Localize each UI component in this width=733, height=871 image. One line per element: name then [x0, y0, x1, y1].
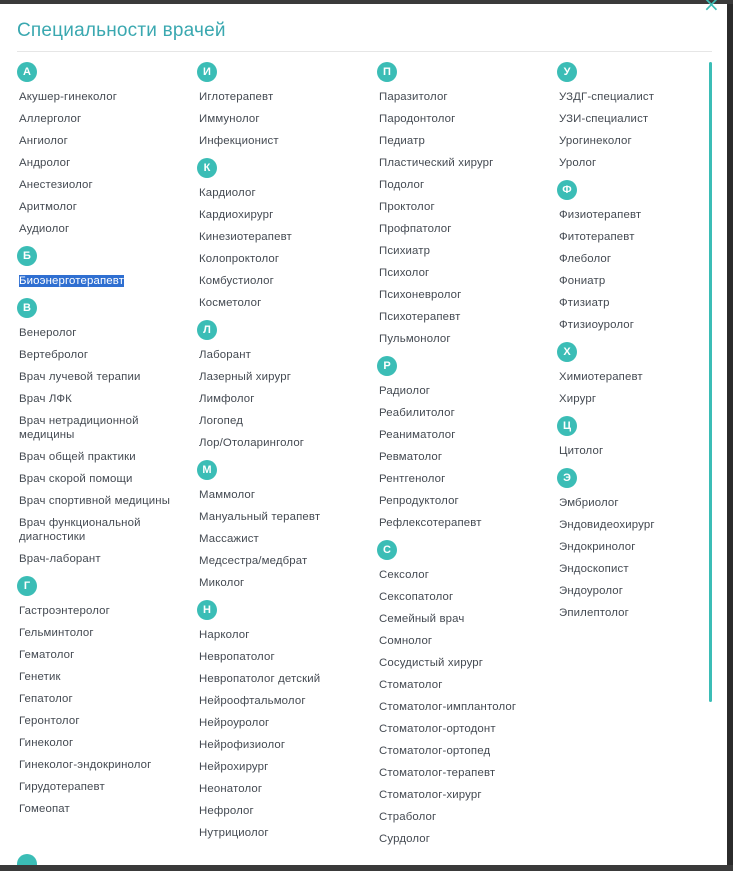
- backdrop-bottom: [0, 865, 733, 871]
- specialty-link[interactable]: [557, 270, 727, 292]
- letter-badge[interactable]: Х: [557, 342, 577, 362]
- letter-group: [197, 460, 367, 594]
- letter-badge[interactable]: А: [17, 62, 37, 82]
- specialty-link[interactable]: [377, 564, 547, 586]
- specialty-link[interactable]: [377, 446, 547, 468]
- specialty-link[interactable]: [557, 580, 727, 602]
- specialty-link[interactable]: [197, 366, 367, 388]
- specialty-label: Подолог: [379, 179, 425, 191]
- specialty-link[interactable]: [17, 388, 187, 410]
- specialty-link[interactable]: [377, 608, 547, 630]
- specialty-label: Андролог: [19, 157, 71, 169]
- specialty-link[interactable]: [197, 572, 367, 594]
- specialty-label: Психолог: [379, 267, 430, 279]
- specialty-link[interactable]: [377, 740, 547, 762]
- specialty-label: Страболог: [379, 811, 437, 823]
- specialty-label: Врач нетрадиционной медицины: [19, 415, 139, 441]
- specialty-label: Гематолог: [19, 649, 75, 661]
- letter-badge[interactable]: Н: [197, 600, 217, 620]
- specialty-link[interactable]: [557, 226, 727, 248]
- specialty-label: Психотерапевт: [379, 311, 461, 323]
- specialty-link[interactable]: [197, 432, 367, 454]
- specialty-link[interactable]: [377, 196, 547, 218]
- specialty-link[interactable]: [557, 86, 727, 108]
- letter-group: [557, 180, 727, 336]
- specialty-label: Педиатр: [379, 135, 425, 147]
- specialty-label: Врач ЛФК: [19, 393, 72, 405]
- specialty-label: Генетик: [19, 671, 61, 683]
- specialty-label: Неонатолог: [199, 783, 263, 795]
- specialty-label: Нейрофизиолог: [199, 739, 286, 751]
- specialty-link[interactable]: [377, 490, 547, 512]
- specialty-link[interactable]: [17, 754, 187, 776]
- specialty-label: Рентгенолог: [379, 473, 446, 485]
- letter-badge[interactable]: Э: [557, 468, 577, 488]
- letter-group: [557, 342, 727, 410]
- specialty-label: Фониатр: [559, 275, 606, 287]
- specialty-label: Колопроктолог: [199, 253, 280, 265]
- specialty-link[interactable]: [557, 558, 727, 580]
- specialty-link[interactable]: [197, 506, 367, 528]
- specialty-link[interactable]: [557, 314, 727, 336]
- specialty-link[interactable]: [197, 410, 367, 432]
- specialty-label: Врач скорой помощи: [19, 473, 133, 485]
- specialty-label: Сосудистый хирург: [379, 657, 484, 669]
- specialty-link[interactable]: [17, 322, 187, 344]
- specialty-link[interactable]: [377, 806, 547, 828]
- specialty-link[interactable]: [17, 666, 187, 688]
- specialty-label: Эндокринолог: [559, 541, 636, 553]
- column-3: [377, 62, 547, 856]
- modal-title: Специальности врачей: [17, 20, 226, 41]
- specialty-link[interactable]: [197, 292, 367, 314]
- specialty-link[interactable]: [197, 778, 367, 800]
- specialty-link[interactable]: [377, 152, 547, 174]
- specialty-link[interactable]: [377, 240, 547, 262]
- specialty-list: [557, 492, 727, 624]
- specialty-list: [377, 86, 547, 350]
- specialty-label: Пародонтолог: [379, 113, 456, 125]
- specialty-list: [197, 182, 367, 314]
- specialty-link[interactable]: [557, 130, 727, 152]
- specialty-label: Лаборант: [199, 349, 252, 361]
- specialty-list: [197, 344, 367, 454]
- specialty-label: Гинеколог-эндокринолог: [19, 759, 152, 771]
- specialty-link[interactable]: [197, 108, 367, 130]
- specialty-list: [197, 484, 367, 594]
- specialty-link[interactable]: [197, 344, 367, 366]
- specialty-label: Миколог: [199, 577, 245, 589]
- letter-badge[interactable]: Б: [17, 246, 37, 266]
- specialty-link[interactable]: [557, 366, 727, 388]
- specialty-link[interactable]: [377, 512, 547, 534]
- specialty-list: [557, 204, 727, 336]
- specialty-link[interactable]: [197, 528, 367, 550]
- letter-group: [377, 540, 547, 850]
- specialty-link[interactable]: [197, 734, 367, 756]
- specialty-link[interactable]: [557, 248, 727, 270]
- specialty-link[interactable]: [197, 86, 367, 108]
- specialty-link[interactable]: [557, 492, 727, 514]
- specialty-link[interactable]: [557, 514, 727, 536]
- specialty-label: Массажист: [199, 533, 259, 545]
- specialty-link[interactable]: [197, 388, 367, 410]
- specialty-list: [377, 380, 547, 534]
- specialty-link[interactable]: [377, 424, 547, 446]
- specialty-link[interactable]: [197, 668, 367, 690]
- specialty-label: Акушер-гинеколог: [19, 91, 118, 103]
- specialty-link[interactable]: [377, 696, 547, 718]
- specialty-list: [557, 440, 727, 462]
- specialty-link[interactable]: [197, 270, 367, 292]
- letter-group: [17, 298, 187, 570]
- specialty-link[interactable]: [17, 86, 187, 108]
- specialty-label: Ангиолог: [19, 135, 68, 147]
- specialty-label: Реаниматолог: [379, 429, 456, 441]
- specialty-link[interactable]: [197, 624, 367, 646]
- specialty-link[interactable]: [17, 644, 187, 666]
- specialty-label: Стоматолог: [379, 679, 443, 691]
- specialty-link[interactable]: [17, 776, 187, 798]
- specialty-label: Врач лучевой терапии: [19, 371, 141, 383]
- specialty-link[interactable]: [17, 108, 187, 130]
- specialty-link[interactable]: [17, 512, 187, 548]
- specialty-link[interactable]: [377, 86, 547, 108]
- letter-group: [377, 356, 547, 534]
- specialty-label: Лимфолог: [199, 393, 255, 405]
- specialty-list: [17, 86, 187, 240]
- specialty-link[interactable]: [17, 798, 187, 820]
- specialty-list: [197, 624, 367, 844]
- specialty-link[interactable]: [197, 756, 367, 778]
- specialty-label: Мануальный терапевт: [199, 511, 321, 523]
- specialty-label: Эпилептолог: [559, 607, 629, 619]
- specialty-link[interactable]: [197, 712, 367, 734]
- specialty-label: Сомнолог: [379, 635, 433, 647]
- specialty-link[interactable]: [17, 174, 187, 196]
- letter-badge[interactable]: П: [377, 62, 397, 82]
- letter-badge[interactable]: Г: [17, 576, 37, 596]
- specialty-link[interactable]: [377, 284, 547, 306]
- specialty-label: Невропатолог детский: [199, 673, 321, 685]
- specialty-label: Фтизиоуролог: [559, 319, 635, 331]
- specialty-label: Эндоуролог: [559, 585, 624, 597]
- specialty-link[interactable]: [377, 380, 547, 402]
- specialty-list: [557, 366, 727, 410]
- close-icon[interactable]: ×: [703, 0, 720, 16]
- specialty-link[interactable]: [557, 602, 727, 624]
- specialty-link[interactable]: [557, 292, 727, 314]
- specialty-link[interactable]: [377, 130, 547, 152]
- specialty-label: Паразитолог: [379, 91, 448, 103]
- specialty-link[interactable]: [557, 536, 727, 558]
- specialty-list: [17, 600, 187, 820]
- specialty-label: Проктолог: [379, 201, 435, 213]
- specialty-label: Профпатолог: [379, 223, 452, 235]
- specialty-label: Семейный врач: [379, 613, 465, 625]
- specialty-label: Иглотерапевт: [199, 91, 274, 103]
- letter-badge[interactable]: В: [17, 298, 37, 318]
- specialty-link[interactable]: [557, 204, 727, 226]
- specialty-link[interactable]: [197, 248, 367, 270]
- specialty-link[interactable]: [17, 732, 187, 754]
- letter-badge[interactable]: Л: [197, 320, 217, 340]
- specialty-link[interactable]: [557, 152, 727, 174]
- specialty-label: Врач-лаборант: [19, 553, 101, 565]
- specialty-label: Флеболог: [559, 253, 612, 265]
- specialty-label: Уролог: [559, 157, 597, 169]
- specialty-link[interactable]: [377, 784, 547, 806]
- specialty-label: Сексолог: [379, 569, 430, 581]
- specialty-label: Репродуктолог: [379, 495, 459, 507]
- specialty-label: Стоматолог-терапевт: [379, 767, 496, 779]
- specialty-label: Стоматолог-имплантолог: [379, 701, 517, 713]
- specialty-link[interactable]: [17, 218, 187, 240]
- specialty-link[interactable]: [377, 328, 547, 350]
- specialty-label: Нейрохирург: [199, 761, 269, 773]
- specialty-link[interactable]: [557, 440, 727, 462]
- specialty-link[interactable]: [557, 108, 727, 130]
- specialty-label: Урогинеколог: [559, 135, 632, 147]
- specialty-label: Химиотерапевт: [559, 371, 643, 383]
- specialty-label: Врач общей практики: [19, 451, 136, 463]
- specialty-label: Инфекционист: [199, 135, 279, 147]
- letter-group: [557, 416, 727, 462]
- specialty-label: Ревматолог: [379, 451, 443, 463]
- specialty-label: Гирудотерапевт: [19, 781, 105, 793]
- specialty-label: Комбустиолог: [199, 275, 274, 287]
- column-1: [17, 62, 187, 826]
- specialty-link[interactable]: [17, 490, 187, 512]
- specialty-label: Лор/Отоларинголог: [199, 437, 305, 449]
- letter-group: [197, 62, 367, 152]
- specialty-link[interactable]: [17, 446, 187, 468]
- specialty-link[interactable]: [377, 718, 547, 740]
- specialty-label: Фтизиатр: [559, 297, 610, 309]
- specialty-label: Иммунолог: [199, 113, 260, 125]
- specialty-link[interactable]: [17, 344, 187, 366]
- specialty-link[interactable]: [197, 646, 367, 668]
- specialty-list: [197, 86, 367, 152]
- specialty-link[interactable]: [377, 762, 547, 784]
- letter-group: [17, 576, 187, 820]
- specialty-label: Косметолог: [199, 297, 262, 309]
- specialty-label: УЗДГ-специалист: [559, 91, 655, 103]
- specialty-label: Гельминтолог: [19, 627, 94, 639]
- letter-badge[interactable]: У: [557, 62, 577, 82]
- specialty-label: Сексопатолог: [379, 591, 454, 603]
- specialty-link[interactable]: [17, 622, 187, 644]
- specialty-link[interactable]: [557, 388, 727, 410]
- specialty-label: Гастроэнтеролог: [19, 605, 110, 617]
- specialty-link[interactable]: [17, 152, 187, 174]
- specialty-label: Лазерный хирург: [199, 371, 292, 383]
- specialty-link[interactable]: [17, 410, 187, 446]
- specialty-label: Геронтолог: [19, 715, 80, 727]
- specialty-label: Пластический хирург: [379, 157, 494, 169]
- specialty-label: Биоэнерготерапевт: [19, 275, 125, 287]
- specialty-link[interactable]: [17, 270, 187, 292]
- specialty-label: Физиотерапевт: [559, 209, 642, 221]
- letter-badge[interactable]: Ф: [557, 180, 577, 200]
- specialty-label: Вертебролог: [19, 349, 89, 361]
- specialty-link[interactable]: [197, 226, 367, 248]
- letter-group: [557, 62, 727, 174]
- specialty-label: Гинеколог: [19, 737, 74, 749]
- specialty-label: Маммолог: [199, 489, 256, 501]
- specialty-label: УЗИ-специалист: [559, 113, 649, 125]
- specialty-label: Нефролог: [199, 805, 254, 817]
- letter-badge[interactable]: С: [377, 540, 397, 560]
- specialty-link[interactable]: [17, 130, 187, 152]
- letter-group: [557, 468, 727, 624]
- specialty-link[interactable]: [17, 600, 187, 622]
- specialty-label: Кардиолог: [199, 187, 256, 199]
- specialty-link[interactable]: [17, 688, 187, 710]
- specialty-label: Хирург: [559, 393, 597, 405]
- specialty-link[interactable]: [17, 710, 187, 732]
- specialty-label: Эндоскопист: [559, 563, 629, 575]
- specialty-label: Нутрициолог: [199, 827, 269, 839]
- title-divider: [17, 51, 712, 52]
- specialty-label: Стоматолог-ортопед: [379, 745, 491, 757]
- letter-badge[interactable]: М: [197, 460, 217, 480]
- specialty-list: [377, 564, 547, 850]
- specialty-label: Стоматолог-ортодонт: [379, 723, 496, 735]
- specialty-label: Эндовидеохирург: [559, 519, 655, 531]
- specialty-label: Аудиолог: [19, 223, 70, 235]
- specialties-modal: [0, 4, 727, 865]
- letter-group: [377, 62, 547, 350]
- letter-group: [17, 62, 187, 240]
- specialty-label: Нейроуролог: [199, 717, 270, 729]
- specialty-label: Логопед: [199, 415, 243, 427]
- specialty-label: Кинезиотерапевт: [199, 231, 292, 243]
- specialty-link[interactable]: [17, 366, 187, 388]
- specialty-link[interactable]: [377, 828, 547, 850]
- specialty-label: Кардиохирург: [199, 209, 274, 221]
- specialty-link[interactable]: [197, 182, 367, 204]
- letter-badge[interactable]: Р: [377, 356, 397, 376]
- specialty-label: Гомеопат: [19, 803, 70, 815]
- specialty-link[interactable]: [197, 130, 367, 152]
- specialty-label: Аритмолог: [19, 201, 78, 213]
- letter-badge[interactable]: К: [197, 158, 217, 178]
- specialty-link[interactable]: [197, 822, 367, 844]
- specialty-link[interactable]: [377, 586, 547, 608]
- specialty-link[interactable]: [377, 108, 547, 130]
- specialty-link[interactable]: [17, 548, 187, 570]
- letter-group: [17, 246, 187, 292]
- specialty-link[interactable]: [17, 196, 187, 218]
- specialty-label: Рефлексотерапевт: [379, 517, 482, 529]
- specialty-link[interactable]: [377, 402, 547, 424]
- scrollbar-thumb[interactable]: [709, 62, 712, 702]
- specialty-label: Гепатолог: [19, 693, 73, 705]
- specialty-label: Психиатр: [379, 245, 431, 257]
- specialty-label: Нарколог: [199, 629, 250, 641]
- specialty-link[interactable]: [377, 652, 547, 674]
- specialty-list: [557, 86, 727, 174]
- letter-group: [197, 158, 367, 314]
- specialty-list: [17, 322, 187, 570]
- specialty-label: Эмбриолог: [559, 497, 619, 509]
- specialty-link[interactable]: [377, 174, 547, 196]
- specialty-link[interactable]: [17, 468, 187, 490]
- column-2: [197, 62, 367, 850]
- specialty-label: Нейроофтальмолог: [199, 695, 306, 707]
- specialty-label: Венеролог: [19, 327, 77, 339]
- specialty-list: [17, 270, 187, 292]
- specialty-label: Реабилитолог: [379, 407, 455, 419]
- specialty-link[interactable]: [197, 550, 367, 572]
- specialty-label: Радиолог: [379, 385, 431, 397]
- specialty-label: Стоматолог-хирург: [379, 789, 482, 801]
- specialty-label: Анестезиолог: [19, 179, 93, 191]
- specialty-link[interactable]: [197, 690, 367, 712]
- letter-badge-partial[interactable]: [17, 854, 37, 865]
- letter-badge[interactable]: Ц: [557, 416, 577, 436]
- specialty-link[interactable]: [377, 306, 547, 328]
- specialty-link[interactable]: [377, 262, 547, 284]
- specialty-label: Невропатолог: [199, 651, 275, 663]
- column-4: [557, 62, 727, 630]
- specialty-label: Врач спортивной медицины: [19, 495, 171, 507]
- letter-group: [197, 320, 367, 454]
- letter-group: [197, 600, 367, 844]
- specialty-label: Пульмонолог: [379, 333, 451, 345]
- specialty-label: Цитолог: [559, 445, 604, 457]
- specialty-link[interactable]: [377, 630, 547, 652]
- specialty-label: Аллерголог: [19, 113, 82, 125]
- specialty-label: Медсестра/медбрат: [199, 555, 308, 567]
- specialty-link[interactable]: [377, 218, 547, 240]
- specialty-link[interactable]: [197, 800, 367, 822]
- specialty-label: Фитотерапевт: [559, 231, 635, 243]
- specialty-link[interactable]: [377, 674, 547, 696]
- specialty-link[interactable]: [197, 204, 367, 226]
- letter-badge[interactable]: И: [197, 62, 217, 82]
- specialty-link[interactable]: [377, 468, 547, 490]
- specialty-label: Психоневролог: [379, 289, 462, 301]
- specialty-link[interactable]: [197, 484, 367, 506]
- specialty-label: Сурдолог: [379, 833, 431, 845]
- specialty-label: Врач функциональной диагностики: [19, 517, 141, 543]
